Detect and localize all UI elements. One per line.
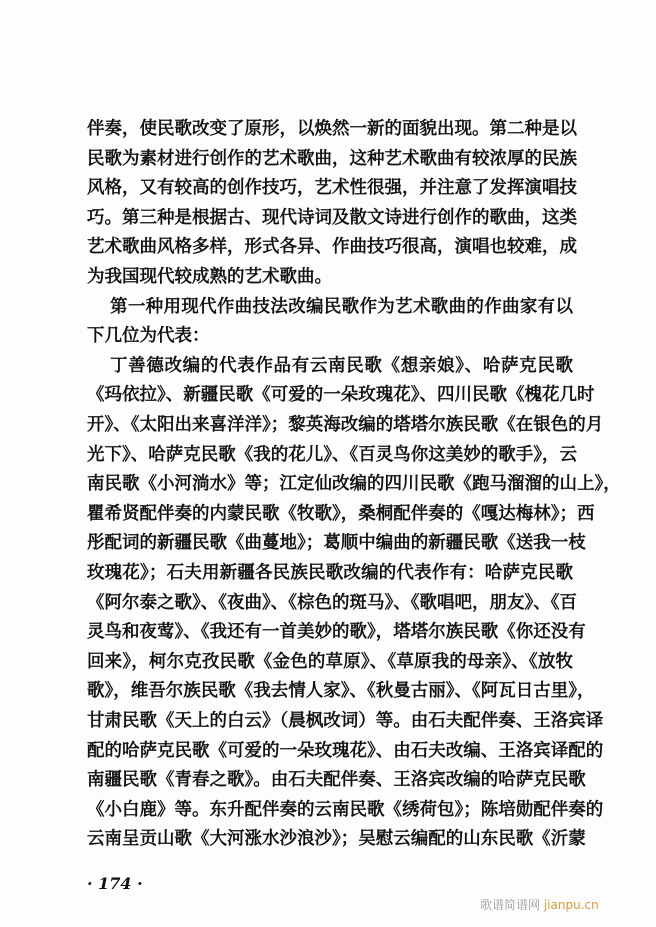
text-line: 民歌为素材进行创作的艺术歌曲，这种艺术歌曲有较浓厚的民族	[87, 148, 577, 169]
text-line: 甘肃民歌《天上的白云》（晨枫改词）等。由石夫配伴奏、王洛宾译	[87, 711, 604, 731]
text-line: 丁善德改编的代表作品有云南民歌《想亲娘》、哈萨克民歌	[110, 355, 573, 376]
text-line: 风格，又有较高的创作技巧，艺术性很强，并注意了发挥演唱技	[87, 178, 577, 199]
text-line: 《小白鹿》等。东升配伴奏的云南民歌《绣荷包》；陈培勋配伴奏的	[87, 799, 604, 820]
text-line: 云南呈贡山歌《大河涨水沙浪沙》；吴慰云编配的山东民歌《沂蒙	[87, 829, 586, 850]
text-line: 光下》、哈萨克民歌《我的花儿》、《百灵鸟你这美妙的歌手》，云	[87, 444, 577, 465]
text-line: 玫瑰花》；石夫用新疆各民族民歌改编的代表作有：哈萨克民歌	[87, 563, 573, 583]
page-number: · 174 ·	[87, 874, 143, 893]
watermark-cn: 歌谱简谱网	[480, 898, 541, 912]
text-line: 伴奏，使民歌改变了原形，以焕然一新的面貌出现。第二种是以	[87, 119, 577, 139]
text-line: 《阿尔泰之歌》、《夜曲》、《棕色的斑马》、《歌唱吧，朋友》、《百	[87, 592, 577, 613]
text-line: 瞿希贤配伴奏的内蒙民歌《牧歌》，桑桐配伴奏的《嘎达梅林》；西	[87, 503, 595, 524]
text-line: 回来》，柯尔克孜民歌《金色的草原》、《草原我的母亲》、《放牧	[87, 651, 573, 672]
text-line: 下几位为代表：	[87, 326, 210, 347]
text-line: 歌》，维吾尔族民歌《我去情人家》、《秋曼古丽》、《阿瓦日古里》，	[87, 681, 595, 702]
text-line: 灵鸟和夜莺》、《我还有一首美妙的歌》，塔塔尔族民歌《你还没有	[87, 622, 586, 643]
text-line: 巧。第三种是根据古、现代诗词及散文诗进行创作的歌曲，这类	[87, 207, 577, 228]
watermark-en: jianpu.cn	[543, 898, 599, 912]
text-line: 《玛依拉》、新疆民歌《可爱的一朵玫瑰花》、四川民歌《槐花几时	[87, 385, 595, 406]
text-line: 彤配词的新疆民歌《曲蔓地》；葛顺中编曲的新疆民歌《送我一枝	[87, 533, 586, 554]
text-line: 配的哈萨克民歌《可爱的一朵玫瑰花》、由石夫改编、王洛宾译配的	[87, 740, 604, 761]
text-line: 第一种用现代作曲技法改编民歌作为艺术歌曲的作曲家有以	[110, 296, 573, 317]
text-line: 为我国现代较成熟的艺术歌曲。	[87, 267, 332, 287]
text-line: 南民歌《小河淌水》等；江定仙改编的四川民歌《跑马溜溜的山上》，	[87, 474, 621, 495]
text-line: 开》、《太阳出来喜洋洋》；黎英海改编的塔塔尔族民歌《在银色的月	[87, 415, 604, 435]
text-line: 南疆民歌《青春之歌》。由石夫配伴奏、王洛宾改编的哈萨克民歌	[87, 770, 586, 791]
text-line: 艺术歌曲风格多样，形式各异、作曲技巧很高，演唱也较难，成	[87, 237, 577, 258]
watermark	[480, 896, 599, 913]
